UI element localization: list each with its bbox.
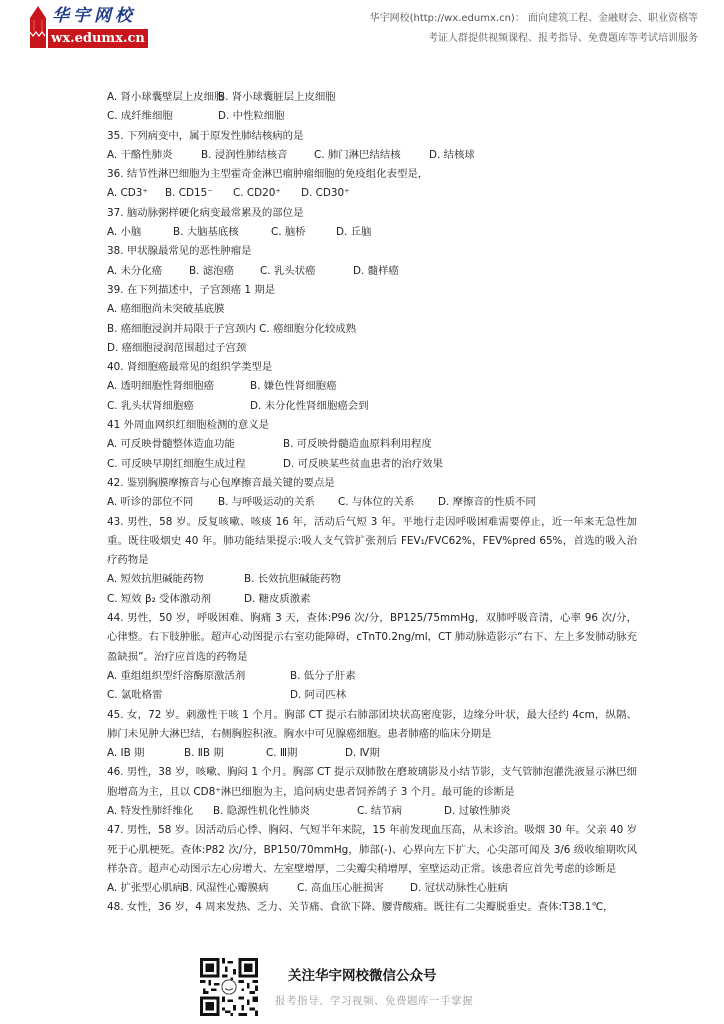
option: B. 浸润性肺结核音 (201, 148, 288, 161)
option: B. 嫌色性肾细胞癌 (250, 380, 337, 393)
option: D. 髓样癌 (353, 264, 399, 277)
option: A. 癌细胞尚未突破基底膜 (107, 303, 225, 316)
option: B. CD15⁻ (165, 187, 213, 200)
option: D. 阿司匹林 (290, 689, 347, 702)
option: C. 乳头状癌 (260, 264, 316, 277)
option: D. 可反映某些贫血患者的治疗效果 (283, 457, 444, 470)
option: C. 可反映早期红细胞生成过程 (107, 457, 246, 470)
option: D. 丘脑 (336, 226, 372, 239)
question-37: 37. 脑动脉粥样硬化病变最常累及的部位是 (107, 206, 304, 219)
option: C. 脑桥 (271, 226, 306, 239)
q47-options (107, 879, 637, 898)
option: B. 长效抗胆碱能药物 (244, 573, 341, 586)
question-41: 41 外周血网织红细胞检测的意义是 (107, 419, 269, 432)
option: A. 小脑 (107, 226, 142, 239)
option: D. 冠状动脉性心脏病 (410, 882, 508, 895)
option: A. 听诊的部位不同 (107, 496, 194, 509)
option: D. 过敏性肺炎 (444, 804, 511, 817)
option: A. 重组组织型纤溶酶原激活剂 (107, 669, 246, 682)
q34-options-row1 (107, 88, 637, 107)
question-44: 44. 男性，50 岁，呼吸困难、胸痛 3 天，查体:P96 次/分，BP125/75mmHg，双肺呼吸音清，心率 96 次/分，心律整。右下肢肿胀。超声心动图提示右室功能障碍，cTnT0.2ng/ml，CT 肺动脉造影示“右下、左上多发肺动脉充盈缺损”。治疗应首选的药物是 (107, 612, 637, 663)
option: C. 短效 β₂ 受体激动剂 (107, 592, 211, 605)
option: B. ⅡB 期 (184, 747, 224, 760)
option: C. 乳头状肾细胞癌 (107, 399, 194, 412)
option: C. 结节病 (357, 804, 403, 817)
q43-options-row2 (107, 590, 637, 609)
question-39: 39. 在下列描述中，子宫颈癌 1 期是 (107, 283, 276, 296)
q45-options (107, 744, 637, 763)
q40-options-row2 (107, 397, 637, 416)
question-42: 42. 鉴别胸膜摩擦音与心包摩擦音最关键的要点是 (107, 476, 335, 489)
option: C. 肺门淋巴结结核 (314, 148, 401, 161)
pencil-icon (28, 6, 48, 48)
question-38: 38. 甲状腺最常见的恶性肿瘤是 (107, 245, 252, 258)
option: B. 滤泡癌 (189, 264, 234, 277)
option: D. 结核球 (429, 148, 475, 161)
option: D. 糖皮质激素 (244, 592, 311, 605)
option: C. CD20⁺ (233, 187, 281, 200)
q37-options (107, 223, 637, 242)
option: A. CD3⁺ (107, 187, 148, 200)
option: D. 未分化性肾细胞癌会到 (250, 399, 369, 412)
header-info (370, 9, 698, 49)
option: B. 隐源性机化性肺炎 (213, 804, 310, 817)
option: B. 大脑基底核 (173, 226, 239, 239)
q38-options (107, 262, 637, 281)
question-36: 36. 结节性淋巴细胞为主型霍奇金淋巴瘤肿瘤细胞的免疫组化表型是， (107, 168, 429, 181)
option: D. 癌细胞浸润范围超过子宫颈 (107, 341, 247, 354)
option: A. 特发性肺纤维化 (107, 804, 194, 817)
option: C. 氯吡格雷 (107, 689, 163, 702)
logo-brand-name: 华宇网校 (52, 6, 136, 26)
q34-options-row2 (107, 107, 637, 126)
option: D. 摩擦音的性质不同 (438, 496, 536, 509)
option: A. 短效抗胆碱能药物 (107, 573, 204, 586)
q43-options-row1 (107, 570, 637, 589)
header-info-line2: 考证人群提供视频课程、报考指导、免费题库等考试培训服务 (428, 33, 698, 44)
option: A. 肾小球囊壁层上皮细胞 (107, 91, 225, 103)
logo (28, 6, 148, 48)
header-info-line1: 华宇网校(http://wx.edumx.cn)： 面向建筑工程、金融财会、职业资格等 (369, 13, 698, 24)
q41-options-row1 (107, 435, 637, 454)
option: C. 成纤维细胞 (107, 110, 173, 123)
q46-options (107, 802, 637, 821)
option: A. 扩张型心肌病 (107, 882, 183, 895)
q40-options-row1 (107, 377, 637, 396)
option: A. ⅠB 期 (107, 747, 145, 760)
exam-content (107, 88, 637, 918)
question-46: 46. 男性，38 岁，咳嗽、胸闷 1 个月。胸部 CT 提示双肺散在磨玻璃影及小结节影，支气管肺泡灌洗液显示淋巴细胞增高为主，且以 CD8⁺淋巴细胞为主，追问病史患者饲养鸽子 3 个月。最可能的诊断是 (107, 766, 637, 798)
option: A. 未分化癌 (107, 264, 163, 277)
option: C. 高血压心脏损害 (297, 882, 384, 895)
option: A. 干酪性肺炎 (107, 148, 173, 161)
question-40: 40. 肾细胞癌最常见的组织学类型是 (107, 361, 273, 374)
option: B. 癌细胞浸润并局限于子宫颈内 C. 癌细胞分化较成熟 (107, 322, 357, 335)
question-35: 35. 下列病变中，属于原发性肺结核病的是 (107, 129, 304, 142)
q41-options-row2 (107, 455, 637, 474)
q36-options (107, 184, 637, 203)
option: A. 可反映骨髓整体造血功能 (107, 438, 235, 451)
q35-options (107, 146, 637, 165)
footer (200, 958, 520, 1018)
footer-title: 关注华宇网校微信公众号 (288, 968, 437, 984)
option: C. 与体位的关系 (338, 496, 415, 509)
option: D. 中性粒细胞 (218, 110, 285, 123)
option: A. 透明细胞性肾细胞癌 (107, 380, 215, 393)
qr-code-icon[interactable] (200, 958, 258, 1016)
option: D. CD30⁺ (301, 187, 350, 200)
option: B. 可反映骨髓造血原料利用程度 (283, 438, 432, 451)
option: B. 与呼吸运动的关系 (218, 496, 315, 509)
logo-url: wx.edumx.cn (48, 29, 148, 48)
question-47: 47. 男性，58 岁。因活动后心悸、胸闷、气短半年来院，15 年前发现血压高，从未诊治。吸烟 30 年。父亲 40 岁死于心肌梗死。查体:P82 次/分，BP150/70mmHg，肺部(-)、心界向左下扩大，心尖部可闻及 3/6 级收缩期吹风样杂音。超声心动图示左心房增大、左室壁增厚，二尖瓣尖稍增厚，室壁运动正常。该患者应首先考虑的诊断是 (107, 824, 637, 875)
question-43: 43. 男性，58 岁。反复咳嗽、咳痰 16 年，活动后气短 3 年。平地行走因呼吸困难需要停止，近一年来无急性加重。既往吸烟史 40 年。肺功能结果提示:吸人支气管扩张剂后 FEV₁/FVC62%，FEV%pred 65%，首选的吸入治疗药物是 (107, 515, 637, 567)
option: C. Ⅲ期 (266, 747, 298, 760)
question-48: 48. 女性，36 岁，4 周来发热、乏力、关节痛、食欲下降、腰背酸痛。既往有二尖瓣脱垂史。查体:T38.1℃， (107, 901, 614, 914)
question-45: 45. 女，72 岁。刺激性干咳 1 个月。胸部 CT 提示右肺部团块状高密度影，边缘分叶状，最大径约 4cm，纵隔、肺门未见肿大淋巴结，右侧胸腔积液。胸水中可见腺癌细胞。患者肺癌的临床分期是 (107, 708, 637, 740)
q42-options (107, 493, 637, 512)
option: B. 风湿性心瓣膜病 (182, 882, 269, 895)
q44-options-row2 (107, 686, 637, 705)
option: B. 肾小球囊脏层上皮细胞 (218, 91, 336, 103)
option: D. Ⅳ期 (345, 747, 380, 760)
option: B. 低分子肝素 (290, 669, 356, 682)
footer-subtitle: 报考指导、学习视频、免费题库一手掌握 (275, 995, 473, 1007)
q44-options-row1 (107, 667, 637, 686)
